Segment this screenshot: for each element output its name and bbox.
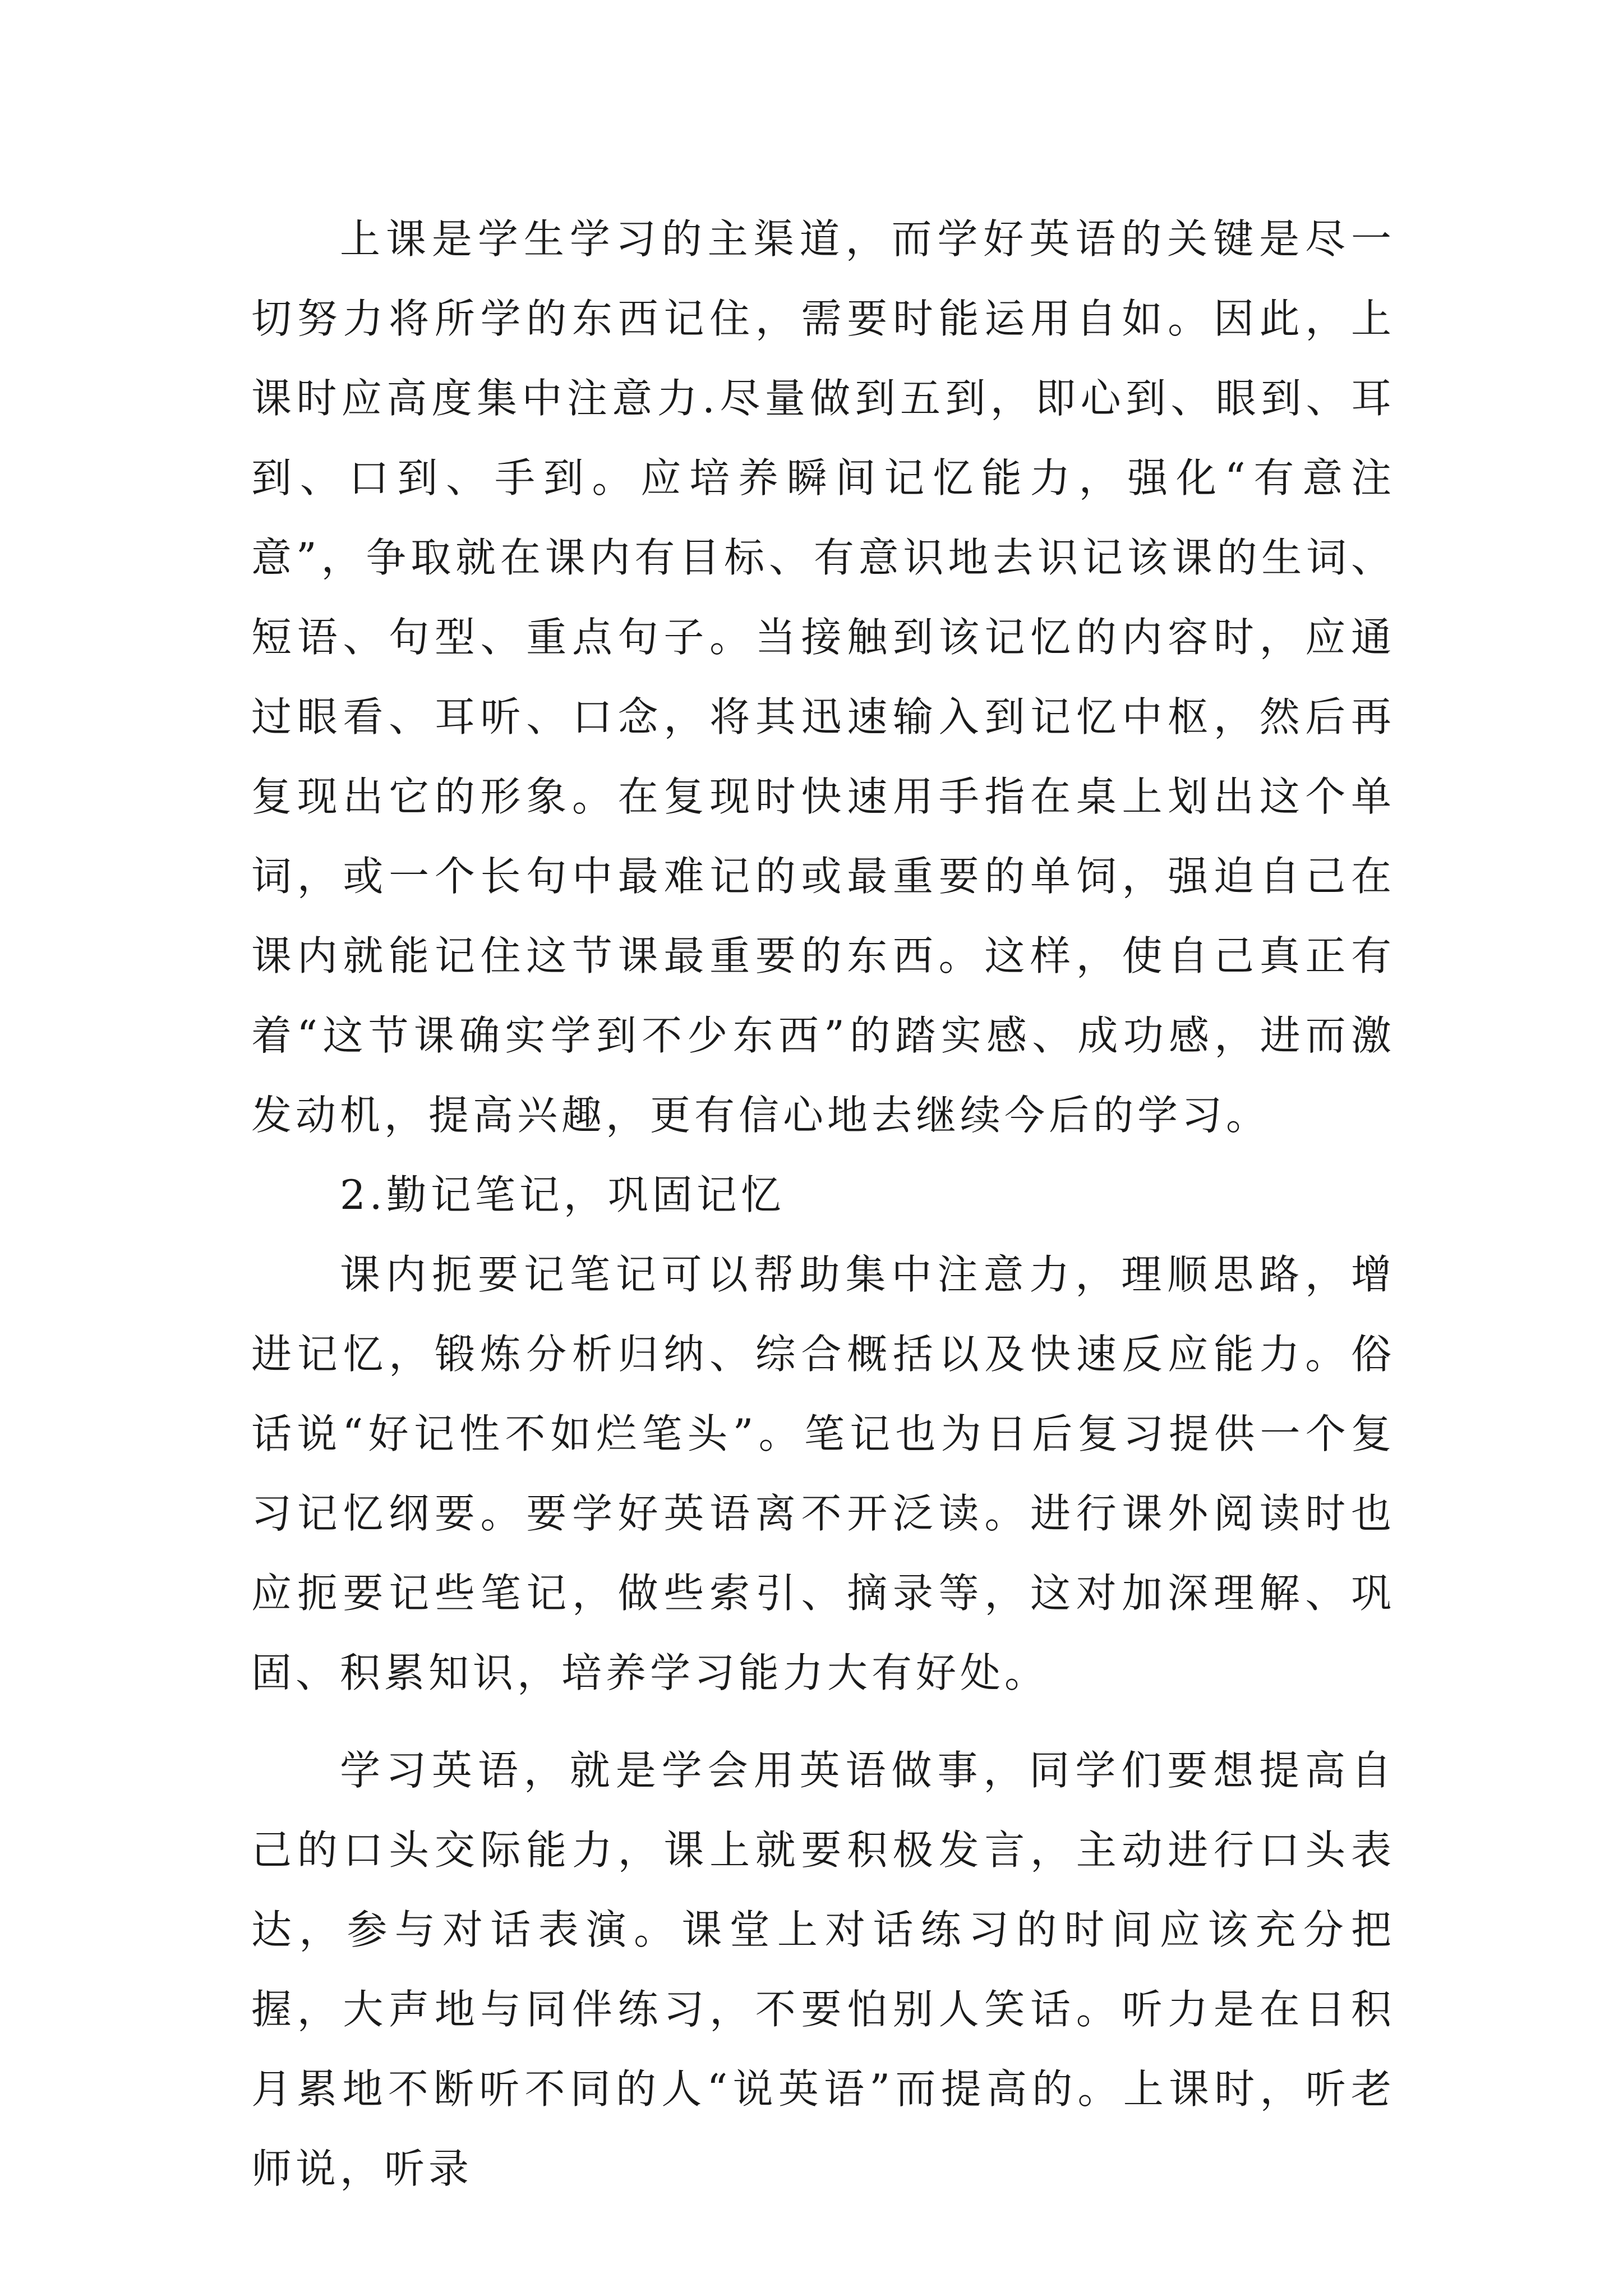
section-heading-note-taking: 2.勤记笔记，巩固记忆 (340, 1171, 785, 1218)
paragraph-in-class-attention: 上课是学生学习的主渠道，而学好英语的关键是尽一切努力将所学的东西记住，需要时能运用自如。因此，上课时应高度集中注意力.尽量做到五到，即心到、眼到、耳到、口到、手到。应培养瞬间记忆能力，强化“有意注意”，争取就在课内有目标、有意识地去识记该课的生词、短语、句型、重点句子。当接触到该记忆的内容时，应通过眼看、耳听、口念，将其迅速输入到记忆中枢，然后再复现出它的形象。在复现时快速用手指在桌上划出这个单词，或一个长句中最难记的或最重要的单饲，强迫自己在课内就能记住这节课最重要的东西。这样，使自己真正有着“这节课确实学到不少东西”的踏实感、成功感，进而激发动机，提高兴趣，更有信心地去继续今后的学习。 (251, 215, 1395, 1139)
paragraph-speaking-practice: 学习英语，就是学会用英语做事，同学们要想提高自己的口头交际能力，课上就要积极发言，主动进行口头表达，参与对话表演。课堂上对话练习的时间应该充分把握，大声地与同伴练习，不要怕别人笑话。听力是在日积月累地不断听不同的人“说英语”而提高的。上课时，听老师说，听录 (251, 1747, 1395, 2192)
document-body (251, 199, 1395, 2208)
paragraph-note-taking: 课内扼要记笔记可以帮助集中注意力，理顺思路，增进记忆，锻炼分析归纳、综合概括以及快速反应能力。俗话说“好记性不如烂笔头”。笔记也为日后复习提供一个复习记忆纲要。要学好英语离不开泛读。进行课外阅读时也应扼要记些笔记，做些索引、摘录等，这对加深理解、巩固、积累知识，培养学习能力大有好处。 (251, 1251, 1395, 1696)
